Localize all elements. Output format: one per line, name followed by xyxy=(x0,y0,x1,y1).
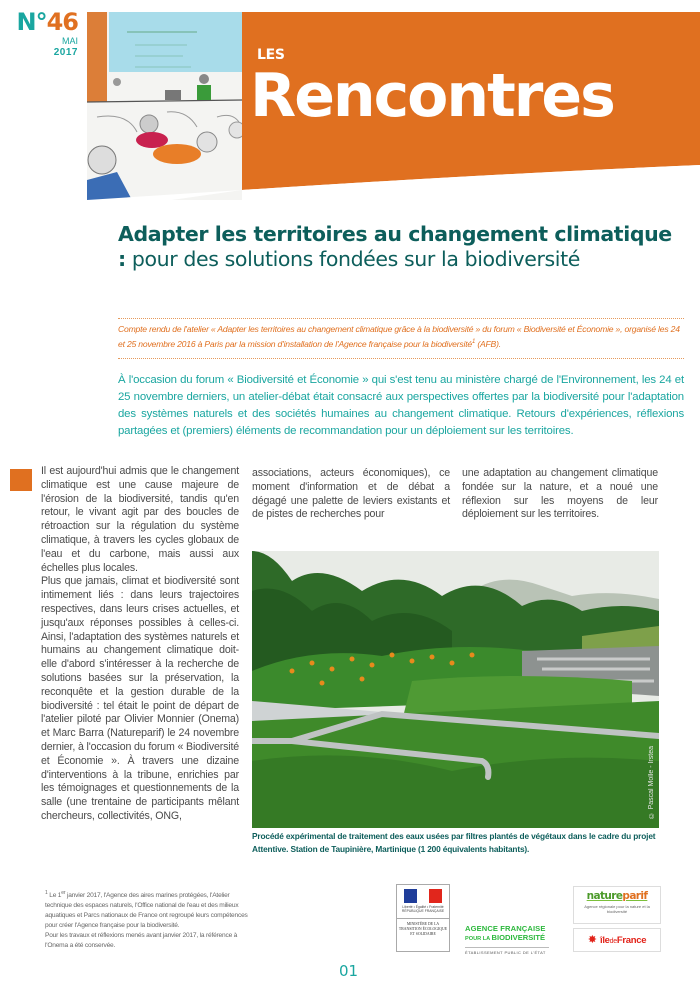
ministere-name: MINISTÈRE DE LA TRANSITION ÉCOLOGIQUE ET SOLIDAIRE xyxy=(398,922,448,936)
illustration-orange-wall xyxy=(87,12,107,102)
issue-info xyxy=(10,8,78,59)
illustration-screen xyxy=(109,12,242,72)
article-title: Adapter les territoires au changement climatique : pour des solutions fondées sur la biodiversité xyxy=(118,222,672,271)
issue-month: MAI xyxy=(61,36,78,46)
page-number: 01 xyxy=(339,962,359,980)
footnote-ref[interactable]: 1 xyxy=(471,339,476,345)
section-marker xyxy=(10,469,32,491)
illustration-speaker xyxy=(197,85,211,100)
body-paragraph: Plus que jamais, climat et biodiversité sont intimement liés : dans leurs trajectoires respectives, dans leurs crises actuelles, et jusqu'aux réponses possibles à celles-ci. Ainsi, l'adaptation des systèmes naturels et humains au changement climatique doit-elle d'abord s'intéresser à la recherche de solutions basées sur la préservation, la reconquête et la gestion durable de la biodiversité : tel était le point de départ de l'atelier piloté par Olivier Monnier (Onema) et Marc Barra (Natureparif) le 24 novembre dernier, à l'occasion du forum « Biodiversité et Économie ». À travers une dizaine d'interventions à la tribune, enrichies par les témoignages et questionnements de la salle (une trentaine de participants mêlant chercheurs, collectivités, ONG, xyxy=(41,575,239,822)
republique-francaise-text: Liberté • Égalité • Fraternité RÉPUBLIQUE FRANÇAISE xyxy=(401,905,445,913)
issue-year: 2017 xyxy=(53,47,78,58)
body-paragraph: associations, acteurs économiques), ce moment d'information et de débat a dégagé une palette de leviers existants et de pistes de recherches pour xyxy=(252,467,450,521)
series-title: Rencontres xyxy=(250,61,614,131)
footnote-paragraph: Pour les travaux et réflexions menés avant janvier 2017, la référence à l'Onema a été conservée. xyxy=(45,932,238,950)
body-column-3 xyxy=(462,467,658,522)
footnote xyxy=(40,888,255,951)
afb-logo: AGENCE FRANÇAISE POUR LA BIODIVERSITÉ ÉTABLISSEMENT PUBLIC DE L'ÉTAT xyxy=(465,924,565,955)
divider-top xyxy=(118,318,684,319)
french-flag-icon xyxy=(404,889,442,903)
issue-number: N°46 xyxy=(16,8,78,36)
body-paragraph: une adaptation au changement climatique fondée sur la nature, et a noué une réflexion sur les moyens de leur déploiement sur les territoires. xyxy=(462,467,658,521)
photo-caption: Procédé expérimental de traitement des eaux usées par filtres plantés de végétaux dans le cadre du projet Attentive. Station de Taupinière, Martinique (1 200 équivalents habitants). xyxy=(252,831,656,854)
article-photo xyxy=(252,551,659,828)
iledefrance-logo: ✸ îledeFrance xyxy=(573,928,661,952)
footnote-paragraph: $^1$ Le 1er janvier 2017, l'Agence des aires marines protégées, l'Atelier technique des espaces naturels, l'Office national de l'eau et des milieux aquatiques et Parcs nationaux de France ont regroupé leurs compétences pour créer l'Agence française pour la biodiversité. xyxy=(45,890,248,930)
wetland-filter-photo xyxy=(252,551,659,828)
article-summary: Compte rendu de l'atelier « Adapter les territoires au changement climatique grâce à la biodiversité » du forum « Biodiversité et Économie », organisé les 24 et 25 novembre 2016 à Paris par la mission d'installation de l'Agence française pour la biodiversité$^1$ (AFB). xyxy=(118,324,680,349)
body-paragraph: Il est aujourd'hui admis que le changement climatique est une cause majeure de l'érosion de la biodiversité, tandis qu'en retour, le vivant agit par des boucles de rétroaction sur la régulation du système climatique, à travers les cycles globaux de l'eau et du carbone, mais aussi aux échelles plus locales. xyxy=(41,465,239,574)
star-icon: ✸ xyxy=(587,933,597,946)
series-label: LES xyxy=(257,47,285,63)
masthead-banner xyxy=(87,12,700,200)
natureparif-logo: natureparif Agence régionale pour la nature et la biodiversité xyxy=(573,886,661,924)
lead-paragraph: À l'occasion du forum « Biodiversité et Économie » qui s'est tenu au ministère chargé de l'Environnement, les 24 et 25 novembre derniers, un atelier-débat était consacré aux perspectives offertes par la biodiversité pour l'adaptation des systèmes naturels et des sociétés humaines au changement climatique. Retours d'expériences, réflexions partagées et (premiers) éléments de recommandation pour un déploiement sur les territoires. xyxy=(118,374,684,437)
illustration-audience-orange xyxy=(153,144,201,164)
body-column-1 xyxy=(41,465,239,824)
photo-credit: © Pascal Molle - Irstea xyxy=(648,745,655,818)
divider-bottom xyxy=(118,358,684,359)
illustration-audience-red xyxy=(136,132,168,148)
body-column-2 xyxy=(252,467,450,522)
ministere-logo xyxy=(396,884,450,952)
